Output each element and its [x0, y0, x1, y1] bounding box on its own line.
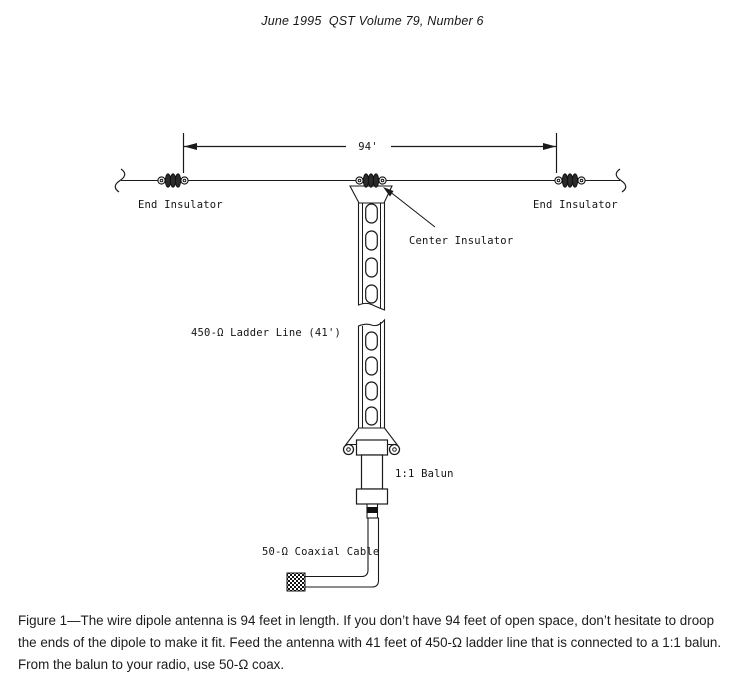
balun: [344, 428, 400, 518]
balun-bottom-cap: [357, 489, 388, 504]
dimension-label: 94': [358, 141, 378, 153]
coax-label: 50-Ω Coaxial Cable: [262, 546, 380, 558]
dimension-arrow-right-icon: [543, 143, 556, 150]
balun-connector-band: [367, 507, 379, 513]
end-insulator-right-icon: [555, 174, 585, 187]
ladder-line-label: 450-Ω Ladder Line (41'): [191, 327, 341, 339]
page-header: June 1995 QST Volume 79, Number 6: [261, 14, 484, 28]
ladder-line-upper: [359, 203, 385, 310]
dimension-line: [184, 133, 557, 173]
end-insulator-right-label: End Insulator: [533, 199, 618, 211]
balun-top-cap: [357, 440, 388, 455]
balun-body: [362, 455, 383, 489]
end-insulator-left-label: End Insulator: [138, 199, 223, 211]
balun-eyelet-left-icon: [344, 445, 354, 455]
center-insulator-label: Center Insulator: [409, 235, 514, 247]
center-insulator-icon: [356, 174, 386, 187]
dimension-arrow-left-icon: [184, 143, 197, 150]
coax-connector-icon: [287, 573, 305, 591]
end-insulator-left-icon: [158, 174, 188, 187]
ladder-line-lower: [359, 320, 385, 428]
balun-label: 1:1 Balun: [395, 468, 454, 480]
figure-caption: Figure 1—The wire dipole antenna is 94 feet in length. If you don’t have 94 feet of open space, don’t hesitate to droop the ends of the dipole to make it fit. Feed the antenna with 41 feet of 450-Ω ladder line that is connected to a 1:1 balun. From the balun to your radio, use 50-Ω coax.: [18, 613, 722, 672]
balun-eyelet-right-icon: [390, 445, 400, 455]
center-insulator-callout: [383, 187, 513, 247]
